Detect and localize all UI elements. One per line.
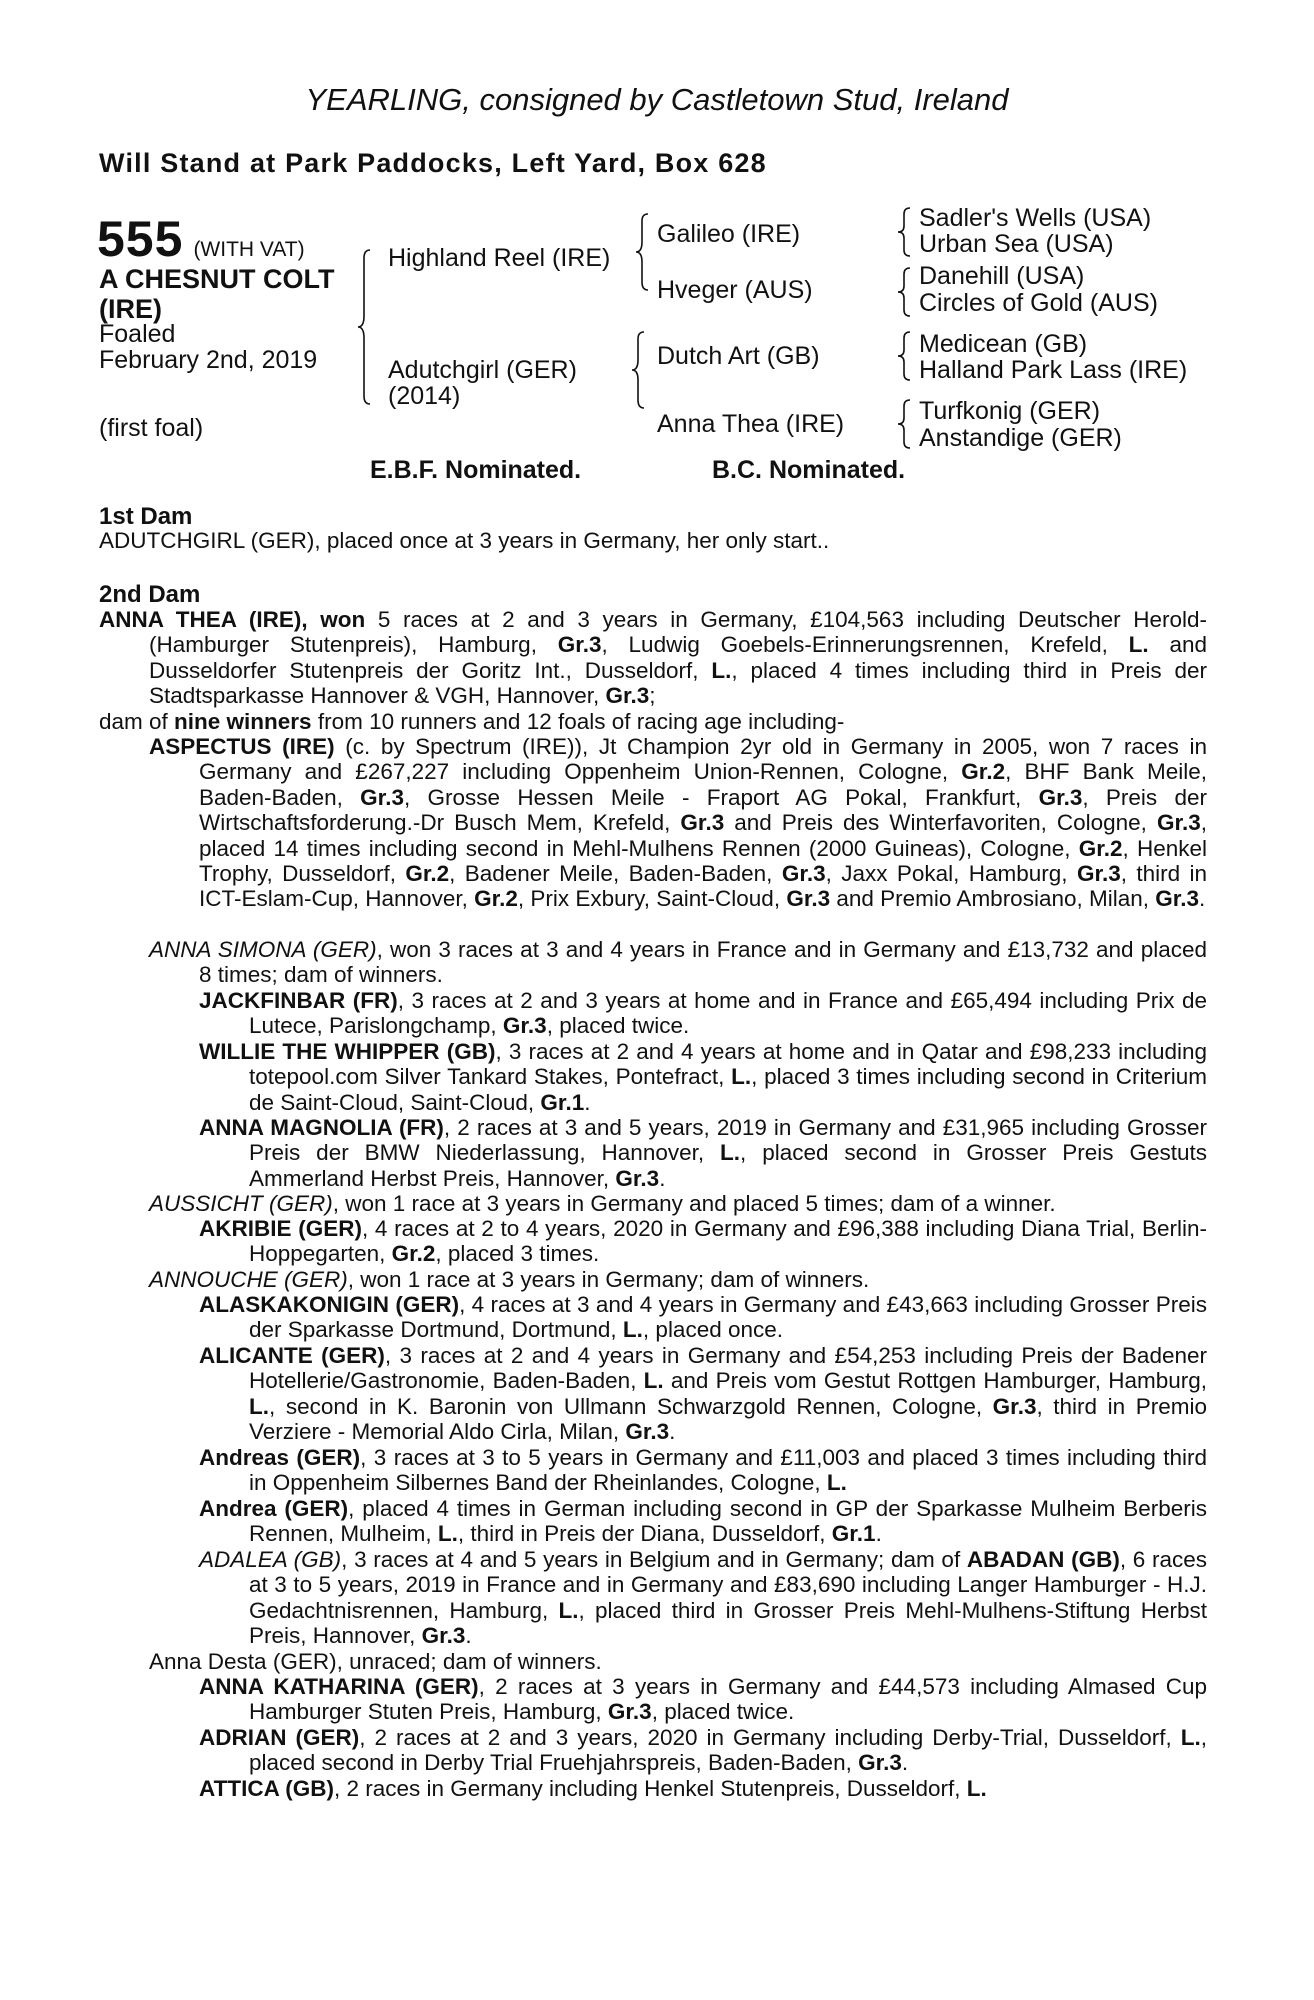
progeny-akribie: AKRIBIE (GER), 4 races at 2 to 4 years, 2020 in Germany and £96,388 including Diana Trial, Berlin-Hoppegarten, Gr.2, placed 3 times. bbox=[199, 1216, 1207, 1267]
pedigree-g7: Turfkonig (GER) bbox=[919, 397, 1101, 425]
pedigree-g6: Halland Park Lass (IRE) bbox=[919, 356, 1188, 384]
progeny-attica: ATTICA (GB), 2 races in Germany including Henkel Stutenpreis, Dusseldorf, L. bbox=[199, 1776, 987, 1801]
pedigree-brace-sire-dam bbox=[358, 248, 378, 406]
pedigree-brace-g2 bbox=[898, 266, 914, 318]
pedigree-dam-dam: Anna Thea (IRE) bbox=[657, 410, 845, 438]
pedigree-g1: Sadler's Wells (USA) bbox=[919, 204, 1152, 232]
foaled-date: February 2nd, 2019 bbox=[99, 346, 318, 374]
pedigree-g4: Circles of Gold (AUS) bbox=[919, 289, 1158, 317]
progeny-annouche: ANNOUCHE (GER), won 1 race at 3 years in Germany; dam of winners. bbox=[149, 1267, 870, 1292]
second-dam-record: ANNA THEA (IRE), won 5 races at 2 and 3 years in Germany, £104,563 including Deutscher Herold-(Hamburger Stutenpreis), Hamburg, Gr.3, Ludwig Goebels-Erinnerungsrennen, Krefeld, L. and Dusseldorfer Stutenpreis der Goritz Int., Dusseldorf, L., placed 4 times including third in Preis der Stadtsparkasse Hannover & VGH, Hannover, Gr.3; bbox=[99, 607, 1207, 709]
progeny-jackfinbar: JACKFINBAR (FR), 3 races at 2 and 3 years at home and in France and £65,494 including Prix de Lutece, Parislongchamp, Gr.3, placed twice. bbox=[199, 988, 1207, 1039]
first-dam-text: ADUTCHGIRL (GER), placed once at 3 years in Germany, her only start.. bbox=[99, 528, 830, 553]
progeny-aussicht: AUSSICHT (GER), won 1 race at 3 years in Germany and placed 5 times; dam of a winner. bbox=[149, 1191, 1056, 1216]
progeny-anna-katharina: ANNA KATHARINA (GER), 2 races at 3 years in Germany and £44,573 including Almased Cup Hamburger Stuten Preis, Hamburg, Gr.3, placed twice. bbox=[199, 1674, 1207, 1725]
pedigree-sire: Highland Reel (IRE) bbox=[388, 244, 611, 272]
progeny-anna-magnolia: ANNA MAGNOLIA (FR), 2 races at 3 and 5 years, 2019 in Germany and £31,965 including Grosser Preis der BMW Niederlassung, Hannover, L., placed second in Grosser Preis Gestuts Ammerland Herbst Preis, Hannover, Gr.3. bbox=[199, 1115, 1207, 1191]
progeny-andreas: Andreas (GER), 3 races at 3 to 5 years in Germany and £11,003 and placed 3 times including third in Oppenheim Silbernes Band der Rheinlandes, Cologne, L. bbox=[199, 1445, 1207, 1496]
pedigree-brace-sire-line bbox=[636, 212, 654, 292]
first-dam-heading: 1st Dam bbox=[99, 503, 193, 530]
lot-number-block bbox=[97, 210, 305, 268]
lot-description: A CHESNUT COLT (IRE) bbox=[99, 264, 335, 324]
second-dam-heading: 2nd Dam bbox=[99, 581, 201, 608]
progeny-adrian: ADRIAN (GER), 2 races at 2 and 3 years, 2020 in Germany including Derby-Trial, Dusseldorf, L., placed second in Derby Trial Fruehjahrspreis, Baden-Baden, Gr.3. bbox=[199, 1725, 1208, 1776]
pedigree-sire-sire: Galileo (IRE) bbox=[657, 220, 801, 248]
bc-nominated: B.C. Nominated. bbox=[712, 456, 906, 484]
pedigree-sire-dam: Hveger (AUS) bbox=[657, 276, 813, 304]
pedigree-dam-sire: Dutch Art (GB) bbox=[657, 342, 820, 370]
foaled-label: Foaled bbox=[99, 320, 176, 348]
pedigree-g5: Medicean (GB) bbox=[919, 330, 1088, 358]
first-foal-note: (first foal) bbox=[99, 414, 204, 442]
vat-note: (WITH VAT) bbox=[193, 238, 305, 261]
consignor-line: YEARLING, consigned by Castletown Stud, Ireland bbox=[305, 82, 1009, 117]
second-dam-produce-summary: dam of nine winners from 10 runners and 12 foals of racing age including- bbox=[99, 709, 845, 734]
pedigree-g3: Danehill (USA) bbox=[919, 262, 1085, 290]
progeny-alaskakonigin: ALASKAKONIGIN (GER), 4 races at 3 and 4 years in Germany and £43,663 including Grosser Preis der Sparkasse Dortmund, Dortmund, L., placed once. bbox=[199, 1292, 1208, 1343]
lot-number: 555 bbox=[97, 211, 184, 267]
pedigree-brace-g4 bbox=[898, 398, 914, 450]
pedigree-brace-g1 bbox=[898, 206, 914, 258]
pedigree-brace-g3 bbox=[898, 330, 914, 382]
progeny-alicante: ALICANTE (GER), 3 races at 2 and 4 years in Germany and £54,253 including Preis der Badener Hotellerie/Gastronomie, Baden-Baden, L. and Preis vom Gestut Rottgen Hamburger, Hamburg, L., second in K. Baronin von Ullmann Schwarzgold Rennen, Cologne, Gr.3, third in Premio Verziere - Memorial Aldo Cirla, Milan, Gr.3. bbox=[199, 1343, 1207, 1445]
progeny-anna-simona: ANNA SIMONA (GER), won 3 races at 3 and 4 years in France and in Germany and £13,732 and placed 8 times; dam of winners. bbox=[149, 937, 1207, 988]
pedigree-dam-year: (2014) bbox=[388, 382, 461, 410]
pedigree-brace-dam-line bbox=[632, 330, 650, 410]
progeny-aspectus: ASPECTUS (IRE) (c. by Spectrum (IRE)), Jt Champion 2yr old in Germany in 2005, won 7 races in Germany and £267,227 including Oppenheim Union-Rennen, Cologne, Gr.2, BHF Bank Meile, Baden-Baden, Gr.3, Grosse Hessen Meile - Fraport AG Pokal, Frankfurt, Gr.3, Preis der Wirtschaftsforderung.-Dr Busch Mem, Krefeld, Gr.3 and Preis des Winterfavoriten, Cologne, Gr.3, placed 14 times including second in Mehl-Mulhens Rennen (2000 Guineas), Cologne, Gr.2, Henkel Trophy, Dusseldorf, Gr.2, Badener Meile, Baden-Baden, Gr.3, Jaxx Pokal, Hamburg, Gr.3, third in ICT-Eslam-Cup, Hannover, Gr.2, Prix Exbury, Saint-Cloud, Gr.3 and Premio Ambrosiano, Milan, Gr.3. bbox=[149, 734, 1207, 912]
pedigree-dam: Adutchgirl (GER) bbox=[388, 356, 577, 384]
progeny-adalea: ADALEA (GB), 3 races at 4 and 5 years in Belgium and in Germany; dam of ABADAN (GB), 6 races at 3 to 5 years, 2019 in France and in Germany and £83,690 including Langer Hamburger - H.J. Gedachtnisrennen, Hamburg, L., placed third in Grosser Preis Mehl-Mulhens-Stiftung Herbst Preis, Hannover, Gr.3. bbox=[199, 1547, 1208, 1649]
stand-line: Will Stand at Park Paddocks, Left Yard, Box 628 bbox=[99, 148, 767, 178]
pedigree-g8: Anstandige (GER) bbox=[919, 424, 1122, 452]
progeny-anna-desta: Anna Desta (GER), unraced; dam of winners. bbox=[149, 1649, 602, 1674]
progeny-willie-the-whipper: WILLIE THE WHIPPER (GB), 3 races at 2 and 4 years at home and in Qatar and £98,233 including totepool.com Silver Tankard Stakes, Pontefract, L., placed 3 times including second in Criterium de Saint-Cloud, Saint-Cloud, Gr.1. bbox=[199, 1039, 1208, 1115]
ebf-nominated: E.B.F. Nominated. bbox=[370, 456, 582, 484]
pedigree-g2: Urban Sea (USA) bbox=[919, 230, 1114, 258]
progeny-andrea: Andrea (GER), placed 4 times in German including second in GP der Sparkasse Mulheim Berberis Rennen, Mulheim, L., third in Preis der Diana, Dusseldorf, Gr.1. bbox=[199, 1496, 1207, 1547]
